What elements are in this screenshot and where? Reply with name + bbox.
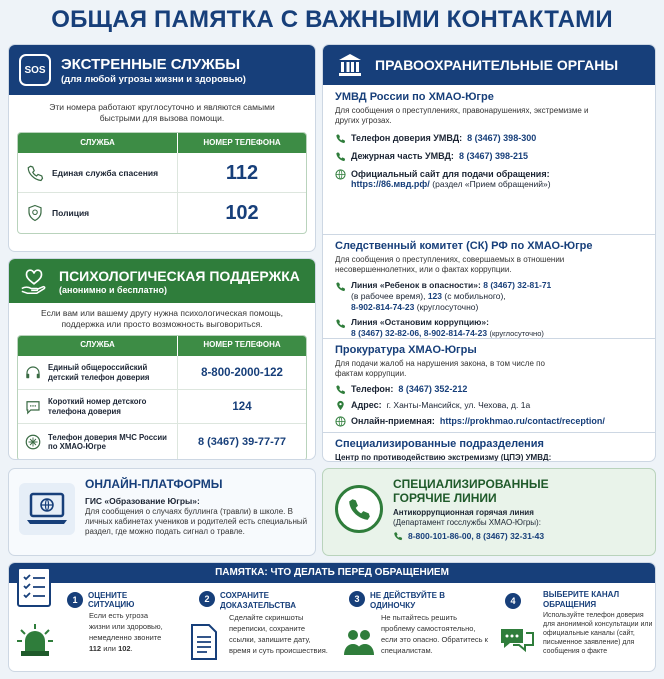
- phone-icon: [393, 531, 403, 541]
- step-number: 2: [199, 591, 215, 607]
- service-name: Единый общероссийский детский телефон доверия: [48, 363, 150, 382]
- online-card: [8, 468, 316, 556]
- memo-step: [177, 587, 335, 672]
- col-phone: НОМЕР ТЕЛЕФОНА: [203, 340, 281, 349]
- globe-icon: [335, 169, 346, 180]
- service-phone[interactable]: 8-800-2000-122: [201, 367, 283, 379]
- psych-header: [9, 259, 315, 303]
- sk-line: [335, 280, 643, 313]
- emergency-header: [9, 45, 315, 95]
- sk-desc: Для сообщения о преступлениях, совершаемых в отношении несовершеннолетних, или о фактах коррупции.: [335, 255, 565, 274]
- sk-section: [323, 235, 655, 339]
- line-label: Линия «Остановим коррупцию»:: [351, 317, 489, 328]
- heart-hand-icon: [19, 266, 49, 296]
- step-title: ОЦЕНИТЕ СИТУАЦИЮ: [88, 591, 135, 609]
- table-row: [18, 193, 306, 233]
- service-name: Телефон доверия МЧС России по ХМАО-Югре: [48, 432, 167, 451]
- emergency-intro: Эти номера работают круглосуточно и являются самыми быстрыми для вызова помощи.: [49, 102, 275, 123]
- hotlines-card: [322, 468, 656, 556]
- umvd-desc: Для сообщения о преступлениях, правонарушениях, экстремизме и других угрозах.: [335, 106, 589, 125]
- spec-section: [323, 433, 655, 462]
- step-title: НЕ ДЕЙСТВУЙТЕ В ОДИНОЧКУ: [370, 591, 446, 610]
- memo-title: ПАМЯТКА: ЧТО ДЕЛАТЬ ПЕРЕД ОБРАЩЕНИЕМ: [215, 567, 449, 578]
- document-icon: [189, 623, 219, 661]
- courthouse-icon: [337, 52, 363, 78]
- hotlines-note: (Департамент госслужбы ХМАО-Югры):: [393, 518, 541, 527]
- prok-line: [335, 400, 643, 411]
- sk-title: Следственный комитет (СК) РФ по ХМАО-Югре: [335, 240, 593, 252]
- step-text-a: Если есть угроза жизни или здоровью, немедленно звоните: [89, 611, 163, 642]
- hotlines-title2: ГОРЯЧИЕ ЛИНИИ: [393, 491, 497, 505]
- phone-icon: [335, 281, 346, 292]
- globe-icon: [335, 416, 346, 427]
- umvd-duty-phone[interactable]: 8 (3467) 398-215: [458, 151, 528, 161]
- line-label: Телефон доверия УМВД:: [351, 133, 463, 143]
- prok-phone[interactable]: 8 (3467) 352-212: [398, 384, 468, 394]
- emergency-subtitle: (для любой угрозы жизни и здоровью): [61, 73, 246, 85]
- line-label: Линия «Ребенок в опасности»:: [351, 280, 481, 290]
- phone-circle-icon: [335, 485, 383, 533]
- col-phone: НОМЕР ТЕЛЕФОНА: [203, 138, 281, 147]
- step-text-mid: или: [103, 643, 116, 653]
- line-note: (в рабочее время),: [351, 291, 426, 302]
- step-text: Сделайте скриншоты переписки, сохраните ссылки, запишите дату, время и суть происшествия.: [229, 613, 328, 655]
- step-number-112: 112: [89, 643, 102, 653]
- memo-header: [9, 563, 655, 583]
- umvd-trust-phone[interactable]: 8 (3467) 398-300: [467, 133, 537, 143]
- line-note: (круглосуточно): [416, 302, 479, 313]
- emergency-table: [17, 132, 307, 234]
- location-pin-icon: [335, 400, 346, 411]
- service-name: Короткий номер детского телефона доверия: [48, 397, 147, 416]
- chat-bubbles-icon: [499, 625, 535, 655]
- sk-child-phone[interactable]: 8 (3467) 32-81-71: [483, 280, 552, 290]
- psych-card: [8, 258, 316, 460]
- step-title: СОХРАНИТЕ ДОКАЗАТЕЛЬСТВА: [220, 591, 296, 610]
- umvd-title: УМВД России по ХМАО-Югре: [335, 91, 494, 103]
- table-row: [18, 390, 306, 424]
- step-text-end: .: [130, 643, 133, 653]
- table-row: [18, 424, 306, 460]
- line-label: Онлайн-приемная:: [351, 416, 435, 426]
- line-label: Телефон:: [351, 384, 394, 394]
- line-note: (раздел «Прием обращений»): [432, 179, 551, 189]
- service-phone[interactable]: 8 (3467) 39-77-77: [197, 436, 287, 448]
- umvd-line: [335, 151, 643, 162]
- step-text: [89, 611, 169, 655]
- sk-short-phone[interactable]: 123: [427, 291, 442, 302]
- phone-icon: [335, 384, 346, 395]
- umvd-site-link[interactable]: https://86.мвд.рф/: [351, 179, 430, 189]
- psych-table: [17, 335, 307, 460]
- step-text: Не пытайтесь решить проблему самостоятельно, если это опасно. Обратитесь к специалистам.: [381, 613, 488, 655]
- law-header: [323, 45, 655, 85]
- page-title: ОБЩАЯ ПАМЯТКА С ВАЖНЫМИ КОНТАКТАМИ: [51, 6, 613, 33]
- law-title: ПРАВООХРАНИТЕЛЬНЫЕ ОРГАНЫ: [375, 57, 619, 73]
- col-service: СЛУЖБА: [18, 336, 178, 356]
- service-phone[interactable]: 102: [225, 202, 259, 224]
- service-phone[interactable]: 112: [225, 162, 259, 184]
- memo-card: [8, 562, 656, 672]
- shield-icon: [26, 204, 44, 222]
- phone-icon: [26, 164, 44, 182]
- prok-section: [323, 339, 655, 433]
- psych-subtitle: (анонимно и бесплатно): [59, 284, 167, 295]
- emblem-icon: [24, 433, 42, 451]
- spec-title: Специализированные подразделения: [335, 438, 544, 450]
- service-name: Полиция: [52, 208, 90, 218]
- hotline-phone[interactable]: 8-800-101-86-00, 8 (3467) 32-31-43: [408, 531, 545, 541]
- table-row: [18, 356, 306, 390]
- psych-title: ПСИХОЛОГИЧЕСКАЯ ПОДДЕРЖКА: [59, 267, 300, 284]
- emergency-card: [8, 44, 316, 252]
- hotlines-title1: СПЕЦИАЛИЗИРОВАННЫЕ: [393, 477, 549, 491]
- line-label: Дежурная часть УМВД:: [351, 151, 454, 161]
- hotlines-sub: Антикоррупционная горячая линия: [393, 508, 534, 517]
- step-title: ВЫБЕРИТЕ КАНАЛ ОБРАЩЕНИЯ: [543, 590, 620, 609]
- line-note: (с мобильного),: [444, 291, 506, 302]
- sk-corruption-phone[interactable]: 8 (3467) 32-82-06, 8-902-814-74-23: [351, 328, 488, 339]
- step-number: 1: [67, 592, 83, 608]
- memo-step: [499, 587, 656, 672]
- line-label: Адрес:: [351, 400, 382, 410]
- prok-desc: Для подачи жалоб на нарушения закона, в том числе по фактам коррупции.: [335, 359, 545, 378]
- step-number: 3: [349, 591, 365, 607]
- law-card: [322, 44, 656, 462]
- prok-address: г. Ханты-Мансийск, ул. Чехова, д. 1а: [386, 400, 531, 410]
- memo-step: [9, 587, 171, 672]
- umvd-line: [335, 133, 643, 144]
- prok-line: [335, 416, 643, 427]
- line-label: Официальный сайт для подачи обращения:: [351, 169, 550, 179]
- sk-mobile-phone[interactable]: 8-902-814-74-23: [351, 302, 415, 313]
- line-note: (круглосуточно): [489, 329, 544, 339]
- online-title: ОНЛАЙН-ПЛАТФОРМЫ: [85, 477, 223, 491]
- step-text: Используйте телефон доверия для анонимной консультации или официальные каналы (сайт, письменное заявление) для сообщения о факте: [543, 612, 653, 656]
- step-number: 4: [505, 593, 521, 609]
- sos-icon: SOS: [19, 54, 51, 86]
- emergency-title: ЭКСТРЕННЫЕ СЛУЖБЫ: [61, 55, 241, 73]
- spec-line1: Центр по противодействию экстремизму (ЦПЭ) УМВД:: [335, 453, 552, 462]
- umvd-section: [323, 85, 655, 235]
- online-text: Для сообщения о случаях буллинга (травли) в школе. В личных кабинетах учеников и родителей есть специальный раздел, где можно подать сигнал о травле.: [85, 507, 308, 536]
- col-service: СЛУЖБА: [18, 133, 178, 153]
- alarm-light-icon: [15, 621, 55, 661]
- prok-reception-link[interactable]: https://prokhmao.ru/contact/reception/: [439, 416, 605, 426]
- laptop-icon: [19, 483, 75, 535]
- prok-title: Прокуратура ХМАО-Югры: [335, 344, 477, 356]
- umvd-line: [335, 169, 643, 189]
- chat-icon: [24, 398, 42, 416]
- service-phone[interactable]: 124: [232, 401, 252, 413]
- memo-step: [339, 587, 497, 672]
- table-row: [18, 153, 306, 193]
- people-icon: [343, 627, 375, 657]
- service-name: Единая служба спасения: [52, 167, 159, 178]
- prok-line: [335, 384, 643, 395]
- sk-line: [335, 317, 643, 339]
- psych-intro: Если вам или вашему другу нужна психологическая помощь, поддержка или просто возможность выговориться.: [41, 308, 283, 329]
- phone-icon: [335, 133, 346, 144]
- phone-icon: [335, 318, 346, 329]
- phone-icon: [335, 151, 346, 162]
- step-number-102: 102: [118, 643, 131, 653]
- headset-icon: [24, 364, 42, 382]
- online-sub: ГИС «Образование Югры»:: [85, 496, 200, 506]
- hotline-line: [393, 531, 649, 541]
